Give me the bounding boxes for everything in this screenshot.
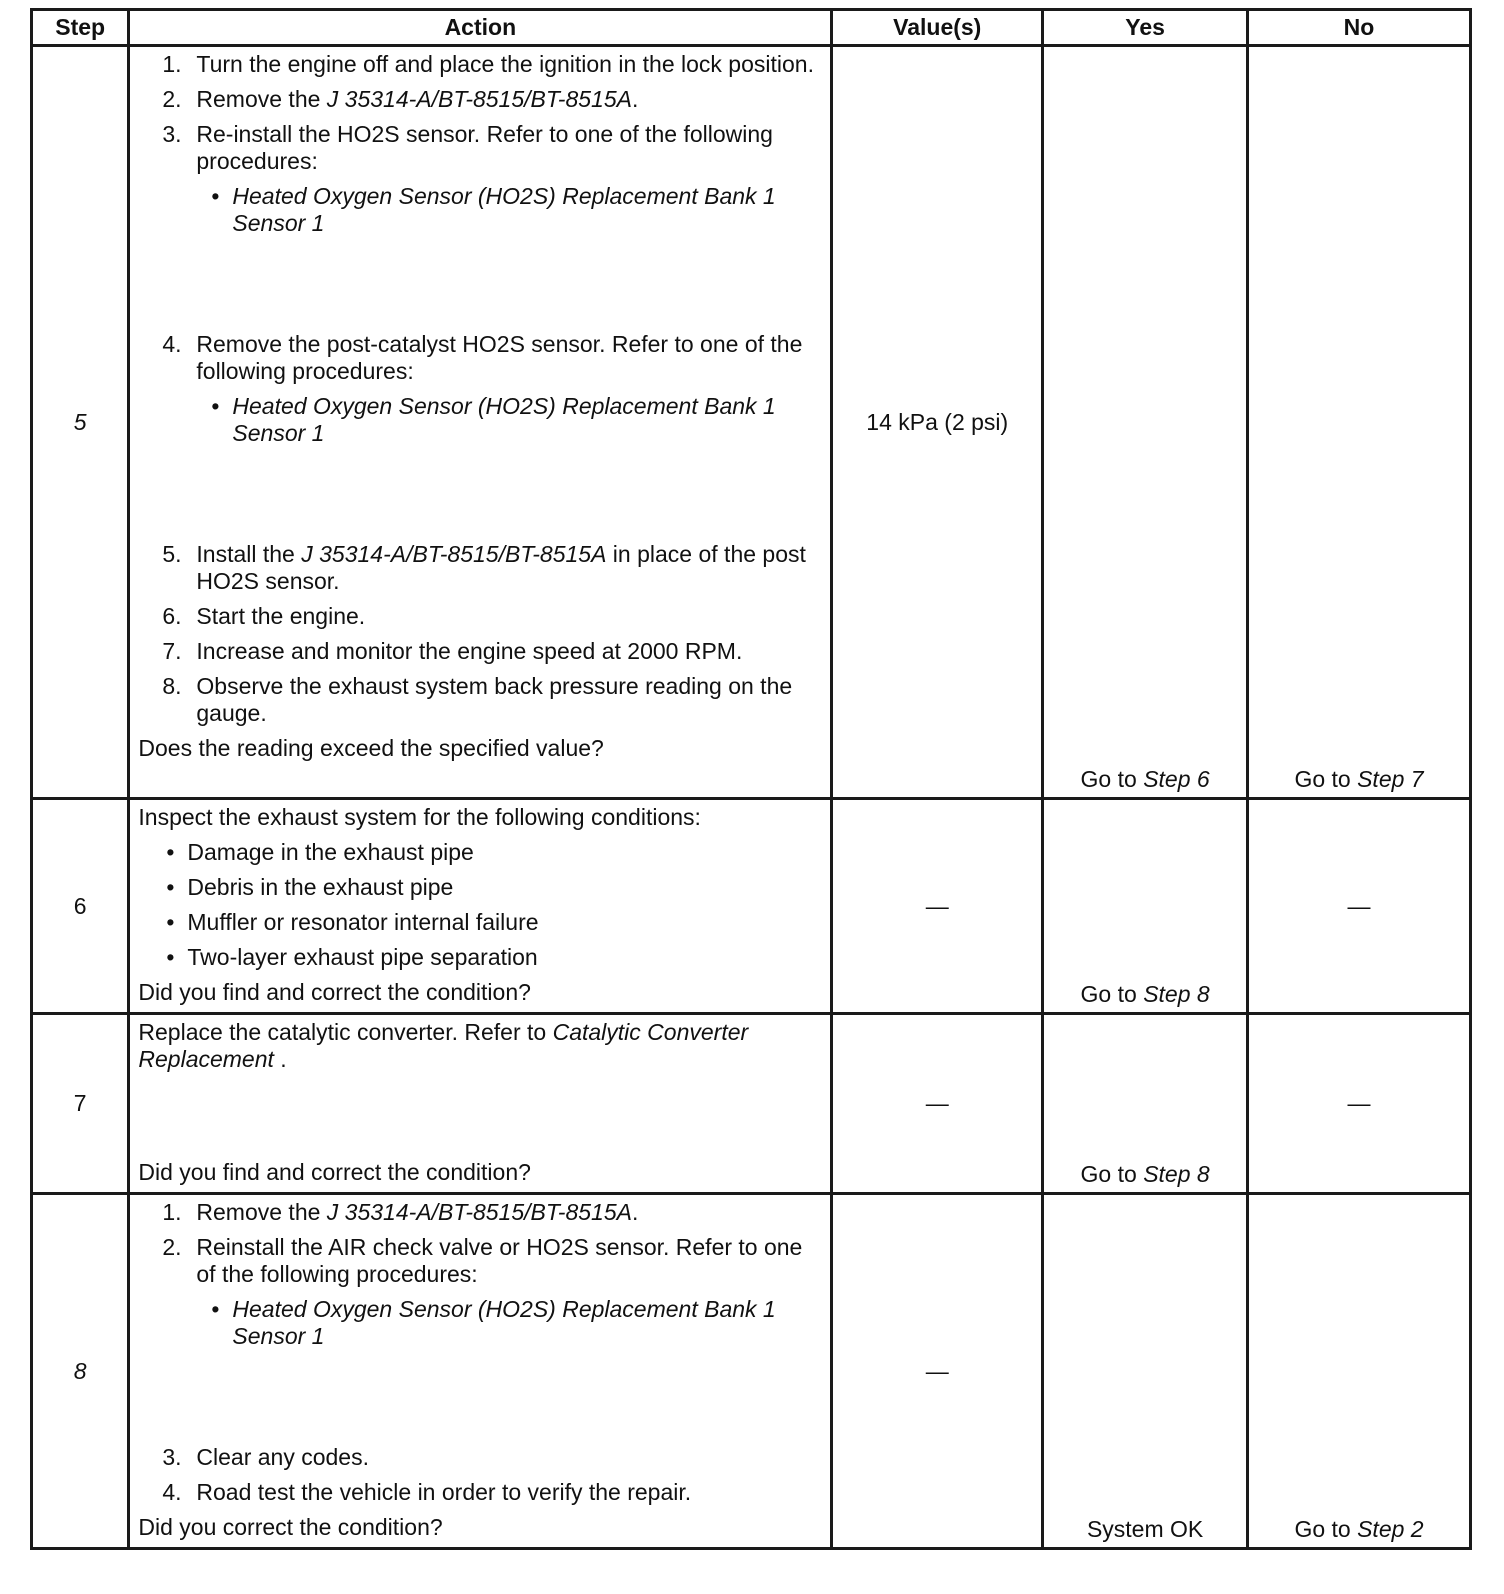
- list-item: • Muffler or resonator internal failure: [166, 909, 539, 935]
- step-number-cell: [32, 1014, 129, 1194]
- no-cell: [1248, 1014, 1471, 1194]
- value-dash: —: [925, 892, 949, 919]
- yes-cell: [1043, 1194, 1248, 1549]
- table-row-step-6: [32, 799, 1471, 1014]
- tool-reference: J 35314-A/BT-8515/BT-8515A: [326, 1199, 632, 1225]
- list-item: 5. Install the J 35314-A/BT-8515/BT-8515A in place of the post HO2S sensor.: [162, 541, 806, 594]
- bullet-icon: •: [166, 909, 175, 935]
- bullet-icon: •: [166, 944, 175, 970]
- no-step-link[interactable]: Step 2: [1357, 1516, 1424, 1542]
- list-item: 2. Reinstall the AIR check valve or HO2S sensor. Refer to one of the following procedures:: [162, 1234, 803, 1287]
- yes-result: System OK: [1086, 1516, 1204, 1542]
- value-dash: —: [925, 1090, 949, 1116]
- value-cell: [832, 1014, 1043, 1194]
- no-cell: [1248, 799, 1471, 1014]
- diagnostic-table-container: [30, 8, 1472, 1550]
- action-cell: [129, 1194, 832, 1549]
- value-dash: —: [925, 1357, 949, 1384]
- step-number-cell: [32, 46, 129, 799]
- list-item: 8. Observe the exhaust system back pressure reading on the gauge.: [162, 673, 793, 726]
- list-item: 4. Road test the vehicle in order to verify the repair.: [162, 1479, 692, 1505]
- action-cell: [129, 46, 832, 799]
- list-item: • Two-layer exhaust pipe separation: [166, 944, 538, 970]
- yes-cell: Go to Step 8: [1043, 799, 1248, 1014]
- bullet-icon: •: [211, 1296, 220, 1322]
- diagnostic-table: [30, 8, 1472, 1550]
- list-item: 3. Clear any codes.: [162, 1444, 369, 1470]
- step-number-cell: [32, 1194, 129, 1549]
- procedure-reference: • Heated Oxygen Sensor (HO2S) Replacement Bank 1 Sensor 1: [211, 183, 776, 236]
- bullet-icon: •: [166, 874, 175, 900]
- specified-value: 14 kPa (2 psi): [866, 408, 1009, 435]
- header-step: Step: [32, 10, 129, 46]
- no-cell: Go to Step 2: [1248, 1194, 1471, 1549]
- list-item: • Debris in the exhaust pipe: [166, 874, 454, 900]
- list-item: 6. Start the engine.: [162, 603, 366, 629]
- list-item: 4. Remove the post-catalyst HO2S sensor. Refer to one of the following procedures:: [162, 331, 803, 384]
- header-action: Action: [129, 10, 832, 46]
- procedure-reference: • Heated Oxygen Sensor (HO2S) Replacement Bank 1 Sensor 1: [211, 1296, 776, 1349]
- header-values: Value(s): [832, 10, 1043, 46]
- value-cell: [832, 1194, 1043, 1549]
- yes-step-link[interactable]: Step 8: [1143, 1161, 1210, 1187]
- header-yes: Yes: [1043, 10, 1248, 46]
- question-text: Did you correct the condition?: [138, 1514, 443, 1540]
- yes-cell: Go to Step 6: [1043, 46, 1248, 799]
- yes-step-link[interactable]: Step 6: [1143, 766, 1210, 792]
- step-number: 8: [73, 1357, 87, 1384]
- table-header-row: [32, 10, 1471, 46]
- value-cell: [832, 46, 1043, 799]
- procedure-reference[interactable]: Catalytic Converter Replacement: [138, 1019, 749, 1072]
- header-no: No: [1248, 10, 1471, 46]
- no-dash: —: [1347, 1090, 1371, 1116]
- action-cell: [129, 799, 832, 1014]
- yes-cell: Go to Step 8: [1043, 1014, 1248, 1194]
- intro-text: Replace the catalytic converter. Refer to Catalytic Converter Replacement .: [138, 1019, 749, 1072]
- action-cell: [129, 1014, 832, 1194]
- question-text: Does the reading exceed the specified value?: [138, 735, 604, 761]
- table-row-step-7: [32, 1014, 1471, 1194]
- bullet-icon: •: [166, 839, 175, 865]
- step-number: 5: [73, 408, 87, 435]
- table-row-step-5: [32, 46, 1471, 799]
- tool-reference: J 35314-A/BT-8515/BT-8515A: [326, 86, 632, 112]
- bullet-icon: •: [211, 393, 220, 419]
- tool-reference: J 35314-A/BT-8515/BT-8515A: [301, 541, 607, 567]
- step-number: 7: [73, 1090, 87, 1116]
- step-number-cell: [32, 799, 129, 1014]
- no-step-link[interactable]: Step 7: [1357, 766, 1424, 792]
- list-item: 1. Turn the engine off and place the ignition in the lock position.: [162, 51, 814, 77]
- intro-text: Inspect the exhaust system for the following conditions:: [138, 804, 701, 830]
- no-cell: Go to Step 7: [1248, 46, 1471, 799]
- spacer: [138, 447, 822, 533]
- question-text: Did you find and correct the condition?: [138, 979, 531, 1005]
- list-item: 1. Remove the J 35314-A/BT-8515/BT-8515A.: [162, 1199, 639, 1225]
- yes-step-link[interactable]: Step 8: [1143, 981, 1210, 1007]
- bullet-icon: •: [211, 183, 220, 209]
- list-item: • Damage in the exhaust pipe: [166, 839, 474, 865]
- spacer: [138, 1350, 822, 1436]
- table-row-step-8: [32, 1194, 1471, 1549]
- list-item: 7. Increase and monitor the engine speed at 2000 RPM.: [162, 638, 743, 664]
- step-number: 6: [73, 892, 87, 919]
- procedure-reference: • Heated Oxygen Sensor (HO2S) Replacement Bank 1 Sensor 1: [211, 393, 776, 446]
- spacer: [138, 1073, 822, 1151]
- question-text: Did you find and correct the condition?: [138, 1159, 531, 1185]
- list-item: 2. Remove the J 35314-A/BT-8515/BT-8515A.: [162, 86, 639, 112]
- value-cell: [832, 799, 1043, 1014]
- list-item: 3. Re-install the HO2S sensor. Refer to one of the following procedures:: [162, 121, 773, 174]
- no-dash: —: [1347, 892, 1371, 919]
- spacer: [138, 237, 822, 323]
